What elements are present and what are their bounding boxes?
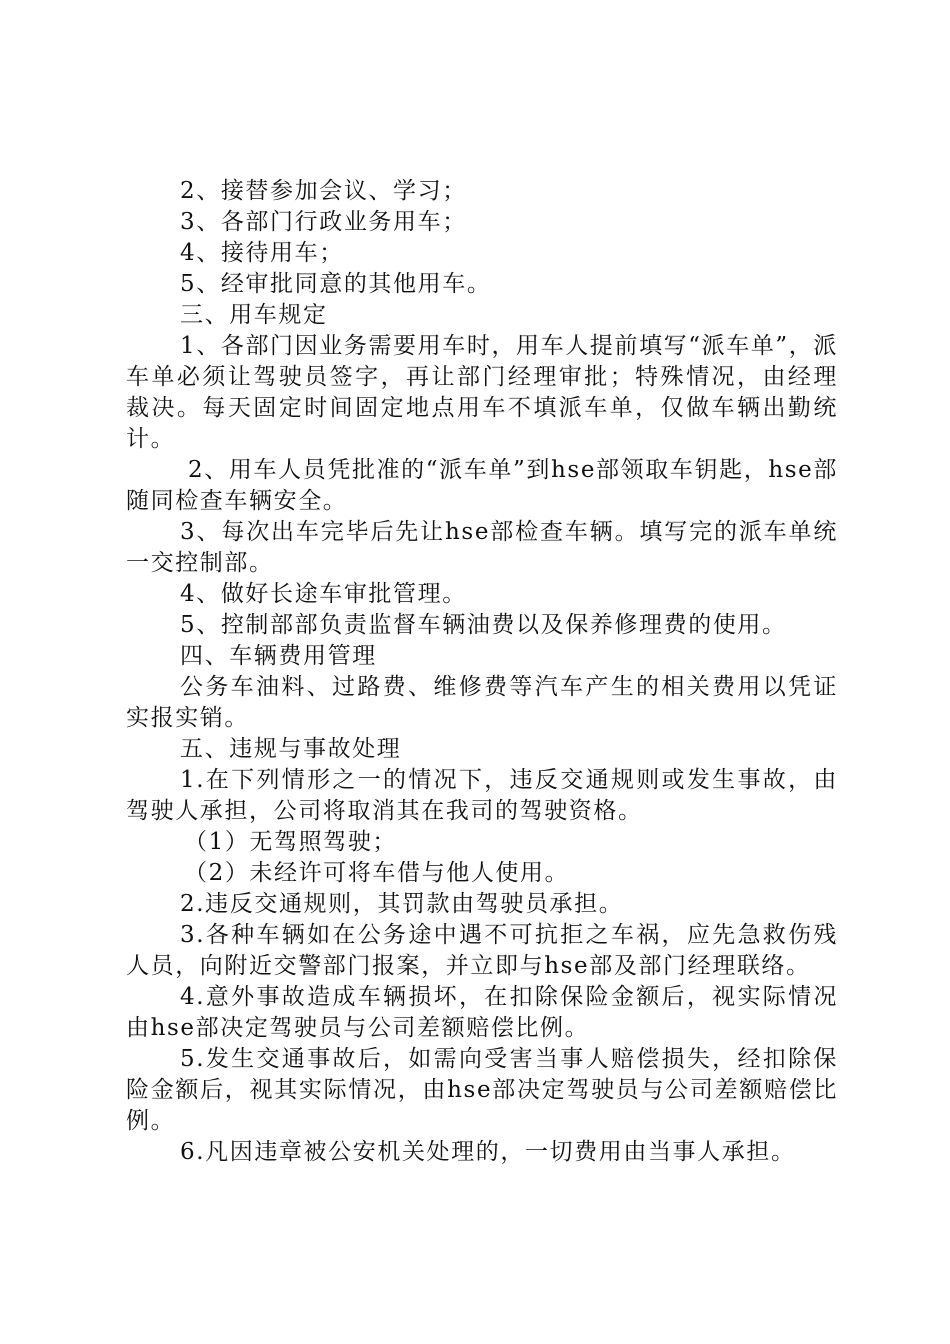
list-item: 3、各部门行政业务用车；: [180, 209, 467, 235]
list-item: （1）无驾照驾驶；: [184, 829, 398, 855]
list-item: 5、经审批同意的其他用车。: [180, 271, 492, 297]
list-item: 4、接待用车；: [180, 240, 344, 266]
paragraph: 6.凡因违章被公安机关处理的，一切费用由当事人承担。: [180, 1139, 796, 1165]
list-item: （2）未经许可将车借与他人使用。: [184, 860, 570, 886]
paragraph: 1、各部门因业务需要用车时，用车人提前填写“派车单”，派车单必须让驾驶员签字，再让部门经理审批；特殊情况，由经理裁决。每天固定时间固定地点用车不填派车单，仅做车辆出勤统计。: [126, 333, 838, 452]
paragraph: 5.发生交通事故后，如需向受害当事人赔偿损失，经扣除保险金额后，视其实际情况，由hse部决定驾驶员与公司差额赔偿比例。: [126, 1046, 838, 1134]
paragraph: 4、做好长途车审批管理。: [180, 581, 467, 607]
paragraph: 5、控制部部负责监督车辆油费以及保养修理费的使用。: [180, 612, 787, 638]
paragraph: 3.各种车辆如在公务途中遇不可抗拒之车祸，应先急救伤残人员，向附近交警部门报案，并立即与hse部及部门经理联络。: [126, 922, 838, 979]
paragraph: 1.在下列情形之一的情况下，违反交通规则或发生事故，由驾驶人承担，公司将取消其在我司的驾驶资格。: [126, 767, 838, 824]
paragraph: 3、每次出车完毕后先让hse部检查车辆。填写完的派车单统一交控制部。: [126, 519, 838, 576]
paragraph: 4.意外事故造成车辆损坏，在扣除保险金额后，视实际情况由hse部决定驾驶员与公司差额赔偿比例。: [126, 984, 838, 1041]
paragraph: 2.违反交通规则，其罚款由驾驶员承担。: [180, 891, 624, 917]
paragraph: 公务车油料、过路费、维修费等汽车产生的相关费用以凭证实报实销。: [126, 674, 838, 731]
section-heading: 四、车辆费用管理: [180, 643, 377, 669]
document-body: [126, 176, 838, 1168]
section-heading: 五、违规与事故处理: [180, 736, 402, 762]
section-heading: 三、用车规定: [180, 302, 328, 328]
paragraph: 2、用车人员凭批准的“派车单”到hse部领取车钥匙，hse部随同检查车辆安全。: [126, 457, 838, 514]
list-item: 2、接替参加会议、学习；: [180, 178, 467, 204]
